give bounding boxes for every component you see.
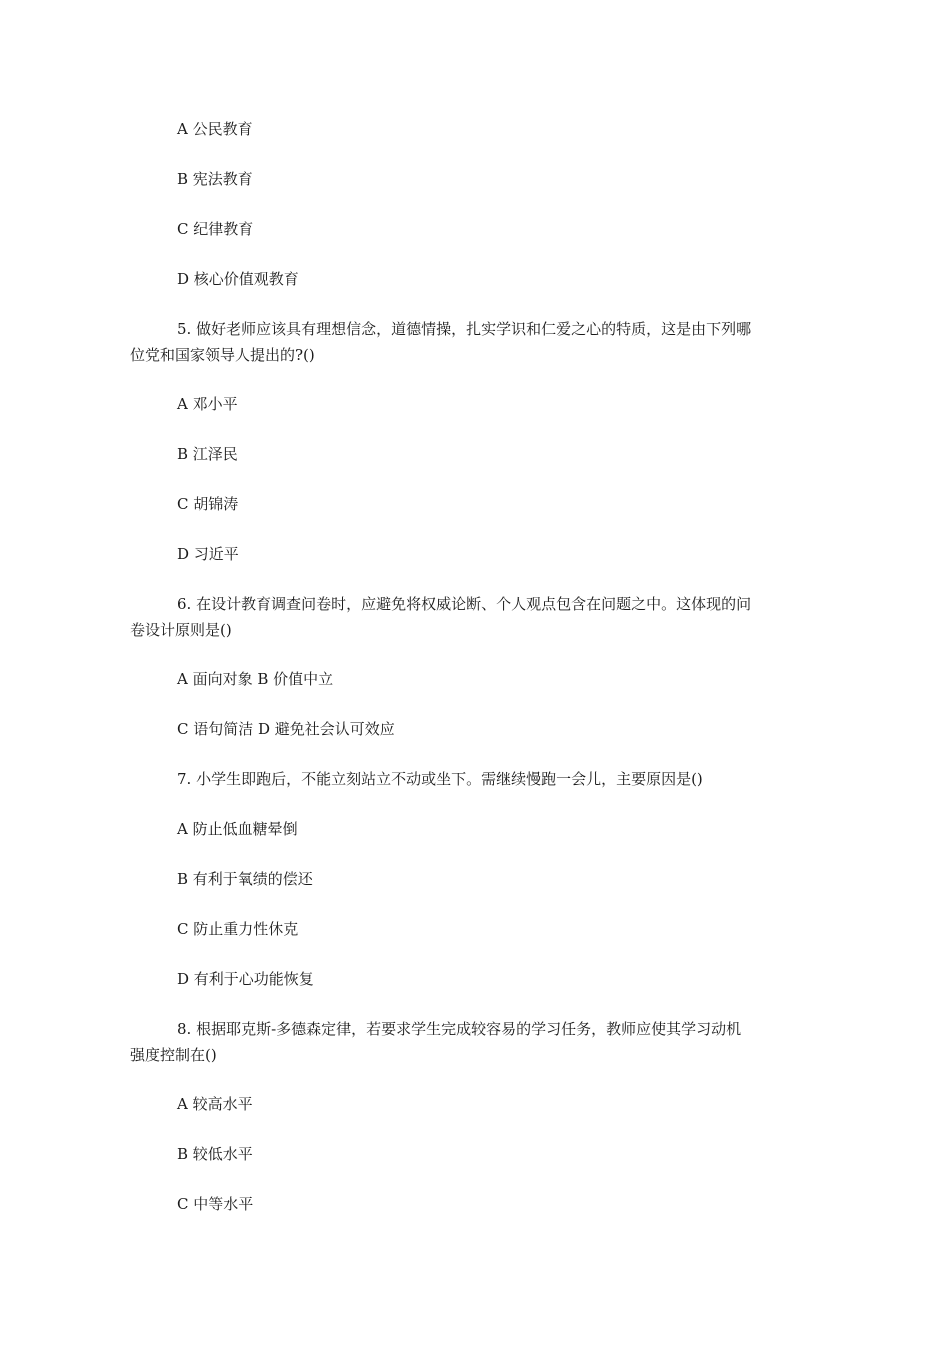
question-5-line-1: 5. 做好老师应该具有理想信念，道德情操，扎实学识和仁爱之心的特质，这是由下列哪: [177, 320, 752, 338]
option-q7-b: B 有利于氧绩的偿还: [177, 870, 313, 888]
option-q4-a: A 公民教育: [177, 120, 253, 138]
option-q6-cd: C 语句简洁 D 避免社会认可效应: [177, 720, 395, 738]
option-q4-b: B 宪法教育: [177, 170, 253, 188]
option-q5-c: C 胡锦涛: [177, 495, 239, 513]
option-q6-ab: A 面向对象 B 价值中立: [177, 670, 334, 688]
question-8-line-1: 8. 根据耶克斯-多德森定律，若要求学生完成较容易的学习任务，教师应使其学习动机: [177, 1020, 742, 1038]
option-q4-c: C 纪律教育: [177, 220, 254, 238]
question-7-line-1: 7. 小学生即跑后，不能立刻站立不动或坐下。需继续慢跑一会儿，主要原因是(): [177, 770, 703, 788]
option-q5-a: A 邓小平: [177, 395, 238, 413]
question-5-line-2: 位党和国家领导人提出的?(): [130, 346, 315, 364]
option-q7-c: C 防止重力性休克: [177, 920, 299, 938]
question-6-line-1: 6. 在设计教育调查问卷时，应避免将权威论断、个人观点包含在问题之中。这体现的问: [177, 595, 752, 613]
option-q8-a: A 较高水平: [177, 1095, 253, 1113]
option-q7-a: A 防止低血糖晕倒: [177, 820, 298, 838]
option-q8-b: B 较低水平: [177, 1145, 253, 1163]
option-q7-d: D 有利于心功能恢复: [177, 970, 314, 988]
question-8-line-2: 强度控制在(): [130, 1046, 217, 1064]
option-q5-b: B 江泽民: [177, 445, 238, 463]
option-q8-c: C 中等水平: [177, 1195, 254, 1213]
question-6-line-2: 卷设计原则是(): [130, 621, 232, 639]
option-q5-d: D 习近平: [177, 545, 239, 563]
option-q4-d: D 核心价值观教育: [177, 270, 299, 288]
